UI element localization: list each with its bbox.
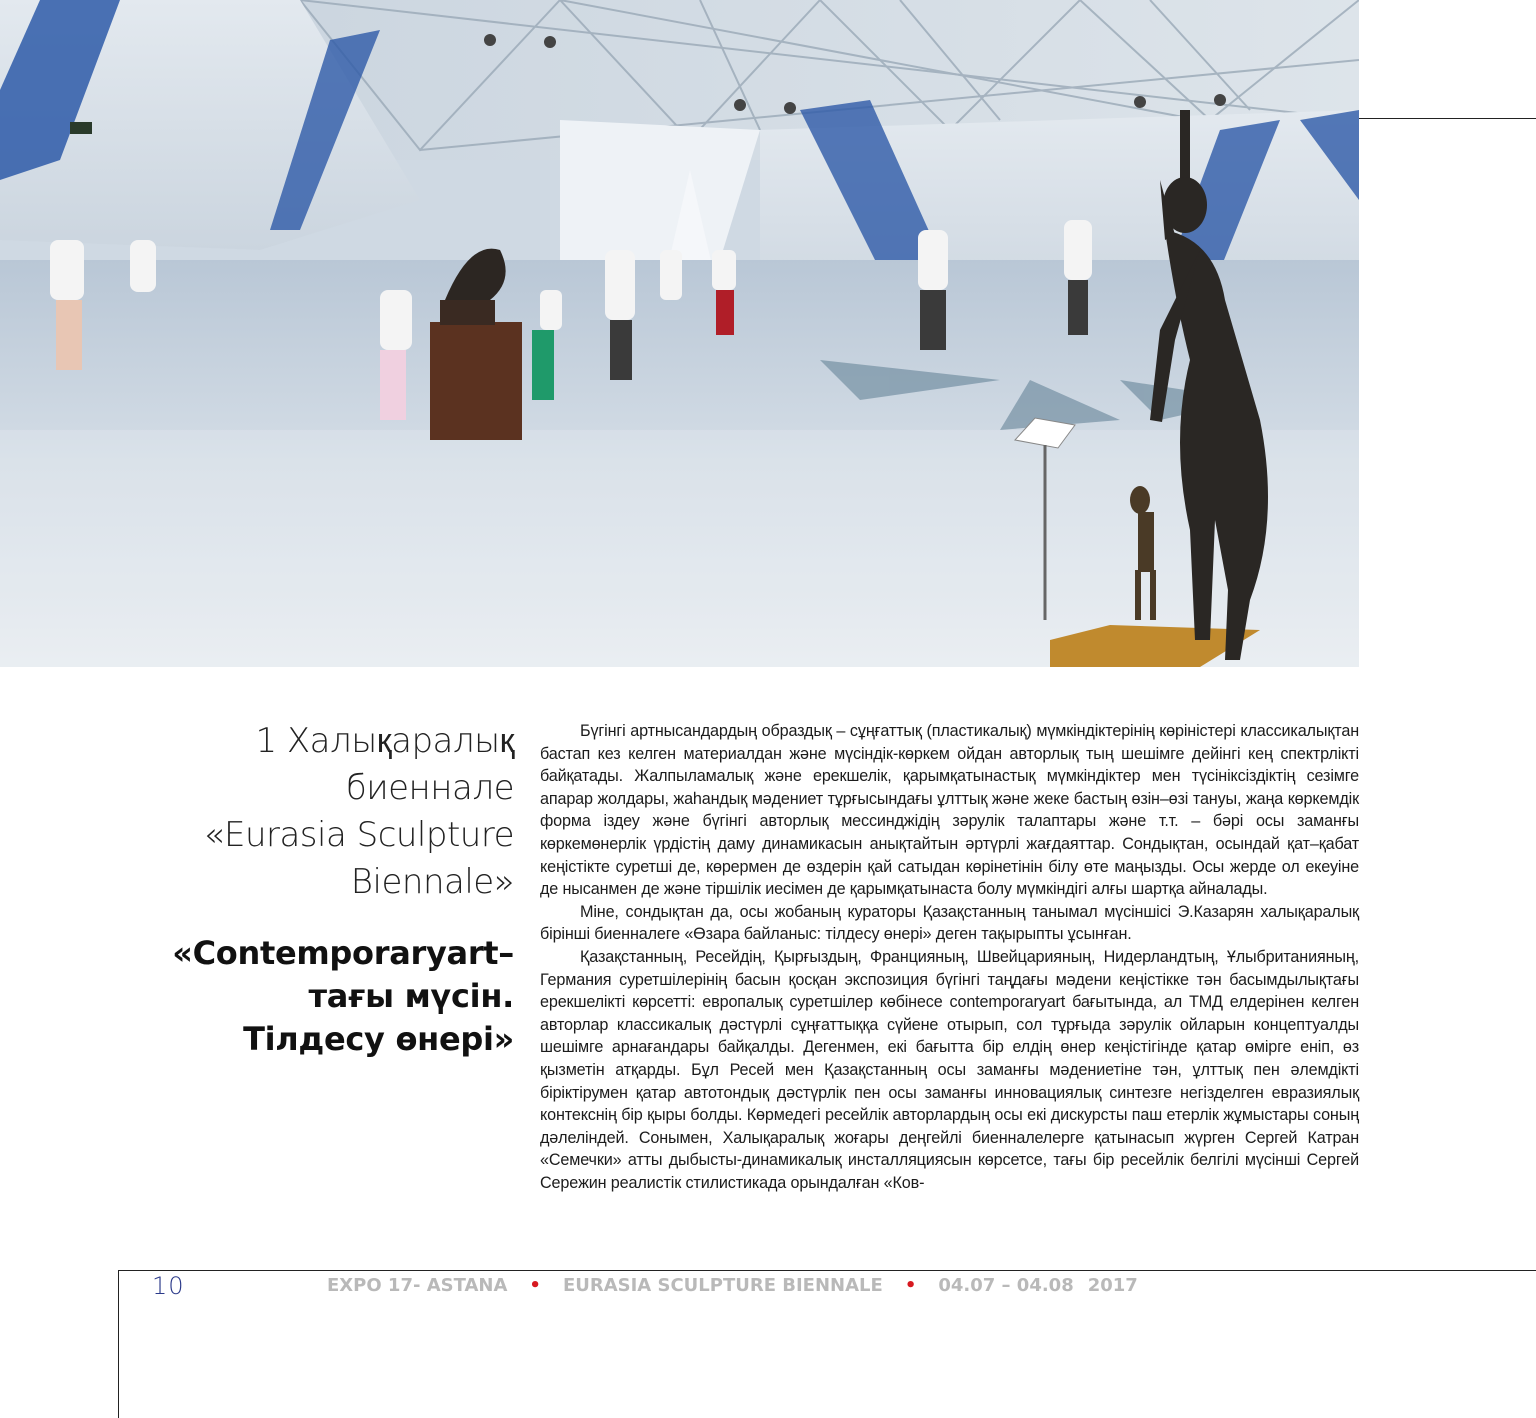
subheading-line-2: тағы мүсін. [308, 977, 514, 1015]
top-right-rule [1359, 118, 1536, 119]
footer-biennale: EURASIA SCULPTURE BIENNALE [562, 1274, 883, 1296]
footer-vertical-rule [118, 1270, 119, 1418]
article-heading [150, 718, 514, 1061]
subheading-line-1: «Contemporaryart– [172, 934, 514, 972]
body-paragraph-3: Қазақстанның, Ресейдің, Қырғыздың, Францияның, Швейцарияның, Нидерландтың, Ұлыбританияның, Германия суретшілерінің басын қосқан экспозиция бүгінгі таңдағы мәдени кеңістікке тән басымдылықтағы ерекшелікті көрсетті: европалық суретшілер көбінесе contemporaryart бағытында, ал ТМД елдерінен келген авторлар классикалық дәстүрлі сұңғаттыққа сүйене отырып, сол тұрғыда зәрулік ойларын концептуалды шешімге арнағандары байқалды. Дегенмен, екі бағытта бір елдің өнер кеңістігінде қатар өмірге еніп, өз қызметін атқарды. Бұл Ресей мен Қазақстанның осы заманғы мәдениетіне тән, ұлттық пен әлемдікті біріктірумен қатар автотондық дәстүрлік пен осы заманғы инновациялық синтезге негізделген евразиялық контекснің бір қыры болды. Көрмедегі ресейлік авторлардың осы екі дискурсты паш етерлік жұмыстары соның дәлеліндей. Сонымен, Халықаралық жоғары деңгейлі биенналелерге қатынасып жүрген Сергей Катран «Семечки» атты дыбысты-динамикалық инсталляциясын көрсетсе, тағы бір ресейлік белгілі мүсінші Сергей Серeжин реалистік стилистикада орындалған «Ков- [540, 947, 1359, 1192]
page-number: 10 [152, 1272, 185, 1300]
subheading-line-3: Тілдесу өнері» [243, 1020, 514, 1058]
footer-year: 2017 [1087, 1274, 1138, 1296]
article-subheading [150, 932, 514, 1061]
photo-illustration [0, 0, 1359, 667]
heading-line-3: «Eurasia Sculpture [203, 815, 514, 855]
heading-line-2: биеннале [345, 768, 514, 808]
running-footer [327, 1274, 1138, 1298]
footer-separator-dot: • [529, 1274, 541, 1296]
footer-dates: 04.07 – 04.08 [938, 1274, 1074, 1296]
footer-separator-dot: • [904, 1274, 917, 1296]
heading-line-1: 1 Халықаралық [255, 721, 514, 761]
article-body [540, 720, 1359, 1194]
body-paragraph-1: Бүгінгі артнысандардың образдық – сұңғаттық (пластикалық) мүмкіндіктерінің көріністері классикалықтан бастап кез келген материалдан және мүсіндік-көркем ойдан авторлық тың шешімге дейінгі кең спектрлікті байқатады. Жалпыламалық және ерекшелік, қарымқатынастық мүмкіндіктер мен түсініксіздіктің сезімге апарар жолдары, жаһандық мәдениет тұрғысындағы ұлттық және жеке бастың өзін–өзі тануы, жаңа көркемдік форма іздеу және бүгінгі авторлық мессинджідің зәрулік талаптары және т.т. – бәрі осы заманғы көркемөнерлік үрдістің даму динамикасын анықтайтын әртүрлі жағдаяттар. Сондықтан, осындай қат–қабат кеңістікте суретші де, көрермен де өздерін қай сатыдан көрінетінін білу өте маңызды. Осы жерде ол екеуіне де нысанмен де және тіршілік иесімен де қарымқатынаста болу мүмкіндігі алғы шартқа айналады. [540, 722, 1359, 899]
footer-rule [118, 1270, 1536, 1271]
body-paragraph-2: Міне, сондықтан да, осы жобаның кураторы Қазақстанның танымал мүсіншісі Э.Казарян халықаралық бірінші биенналеге «Өзара байланыс: тілдесу өнері» деген тақырыпты ұсынған. [540, 902, 1359, 944]
exhibition-hall-photo [0, 0, 1359, 667]
heading-line-4: Biennale» [350, 862, 514, 902]
footer-expo: EXPO 17- ASTANA [327, 1274, 508, 1296]
